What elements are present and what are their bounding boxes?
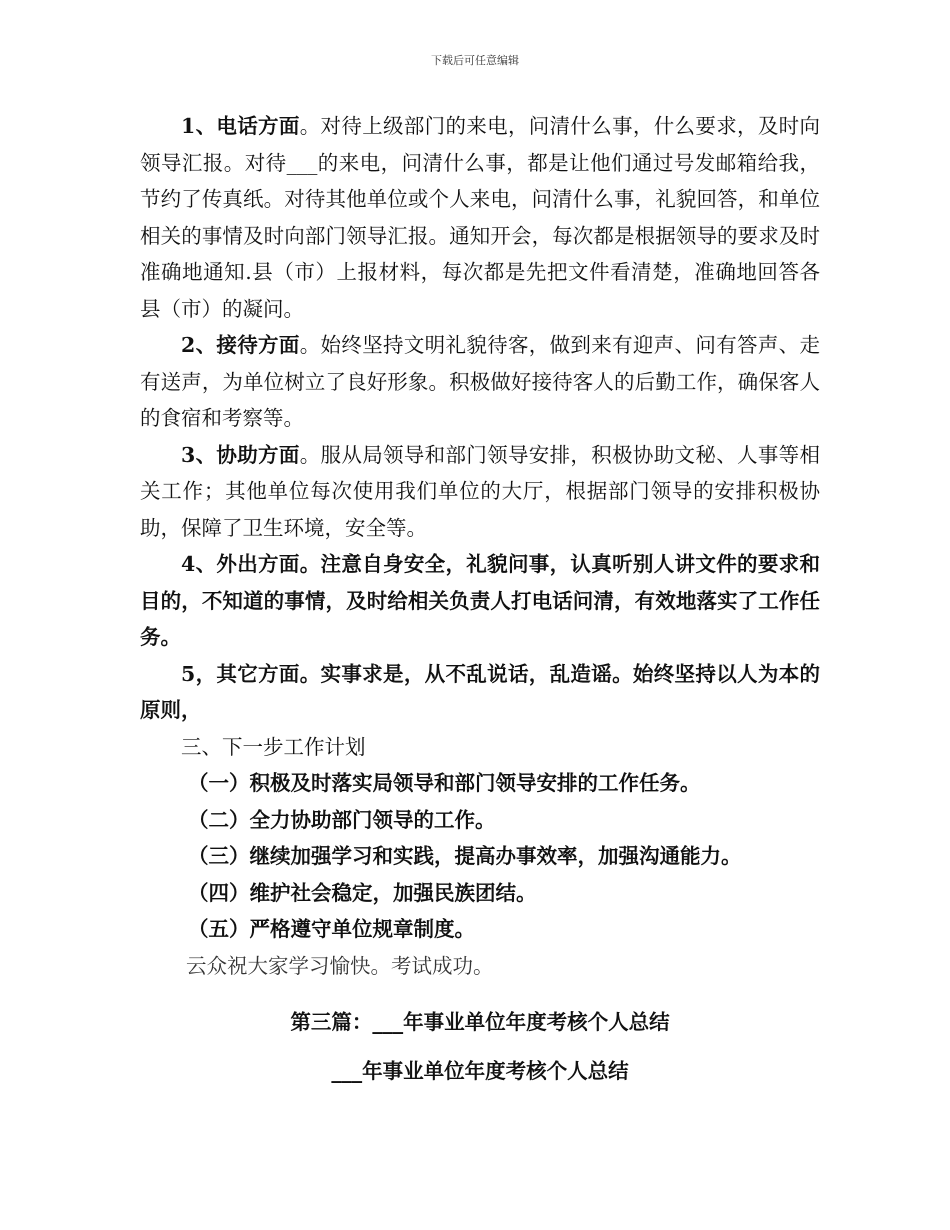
plan-item: （三）继续加强学习和实践，提高办事效率，加强沟通能力。 [188,844,742,868]
section-title: 1、电话方面 [181,114,300,138]
closing-note: 云众祝大家学习愉快。考试成功。 [186,953,494,978]
plan-item: （五）严格遵守单位规章制度。 [188,917,475,941]
document-body [140,108,820,1089]
plan-item: （四）维护社会稳定，加强民族团结。 [188,880,537,905]
plan-item: （二）全力协助部门领导的工作。 [188,807,496,832]
plan-heading: 三、下一步工作计划 [181,734,366,759]
section-outing: 4、外出方面。注意自身安全，礼貌问事，认真听别人讲文件的要求和目的，不知道的事情，及时给相关负责人打电话问清，有效地落实了工作任务。 [140,552,820,649]
chapter-title: 第三篇：___年事业单位年度考核个人总结 [290,1010,670,1034]
section-other: 5，其它方面。实事求是，从不乱说话，乱造谣。始终坚持以人为本的原则， [140,661,820,722]
section-reception [140,327,820,437]
section-assist [140,437,820,547]
section-title: 2、接待方面 [181,333,300,357]
section-phone [140,108,820,327]
section-text: 。始终坚持文明礼貌待客，做到来有迎声、问有答声、走有送声，为单位树立了良好形象。积极做好接待客人的后勤工作，确保客人的食宿和考察等。 [140,333,821,430]
chapter-subtitle: ___年事业单位年度考核个人总结 [331,1059,629,1083]
plan-item: （一）积极及时落实局领导和部门领导安排的工作任务。 [188,771,701,795]
section-text: 。对待上级部门的来电，问清什么事，什么要求，及时向领导汇报。对待___的来电，问清什么事，都是让他们通过号发邮箱给我，节约了传真纸。对待其他单位或个人来电，问清什么事，礼貌回答，和单位相关的事情及时向部门领导汇报。通知开会，每次都是根据领导的要求及时准确地通知.县（市）上报材料，每次都是先把文件看清楚，准确地回答各县（市）的凝问。 [140,114,821,321]
page-header: 下载后可任意编辑 [431,54,519,67]
section-title: 3、协助方面 [181,442,300,467]
section-text: 。服从局领导和部门领导安排，积极协助文秘、人事等相关工作；其他单位每次使用我们单位的大厅，根据部门领导的安排积极协助，保障了卫生环境，安全等。 [140,442,821,540]
